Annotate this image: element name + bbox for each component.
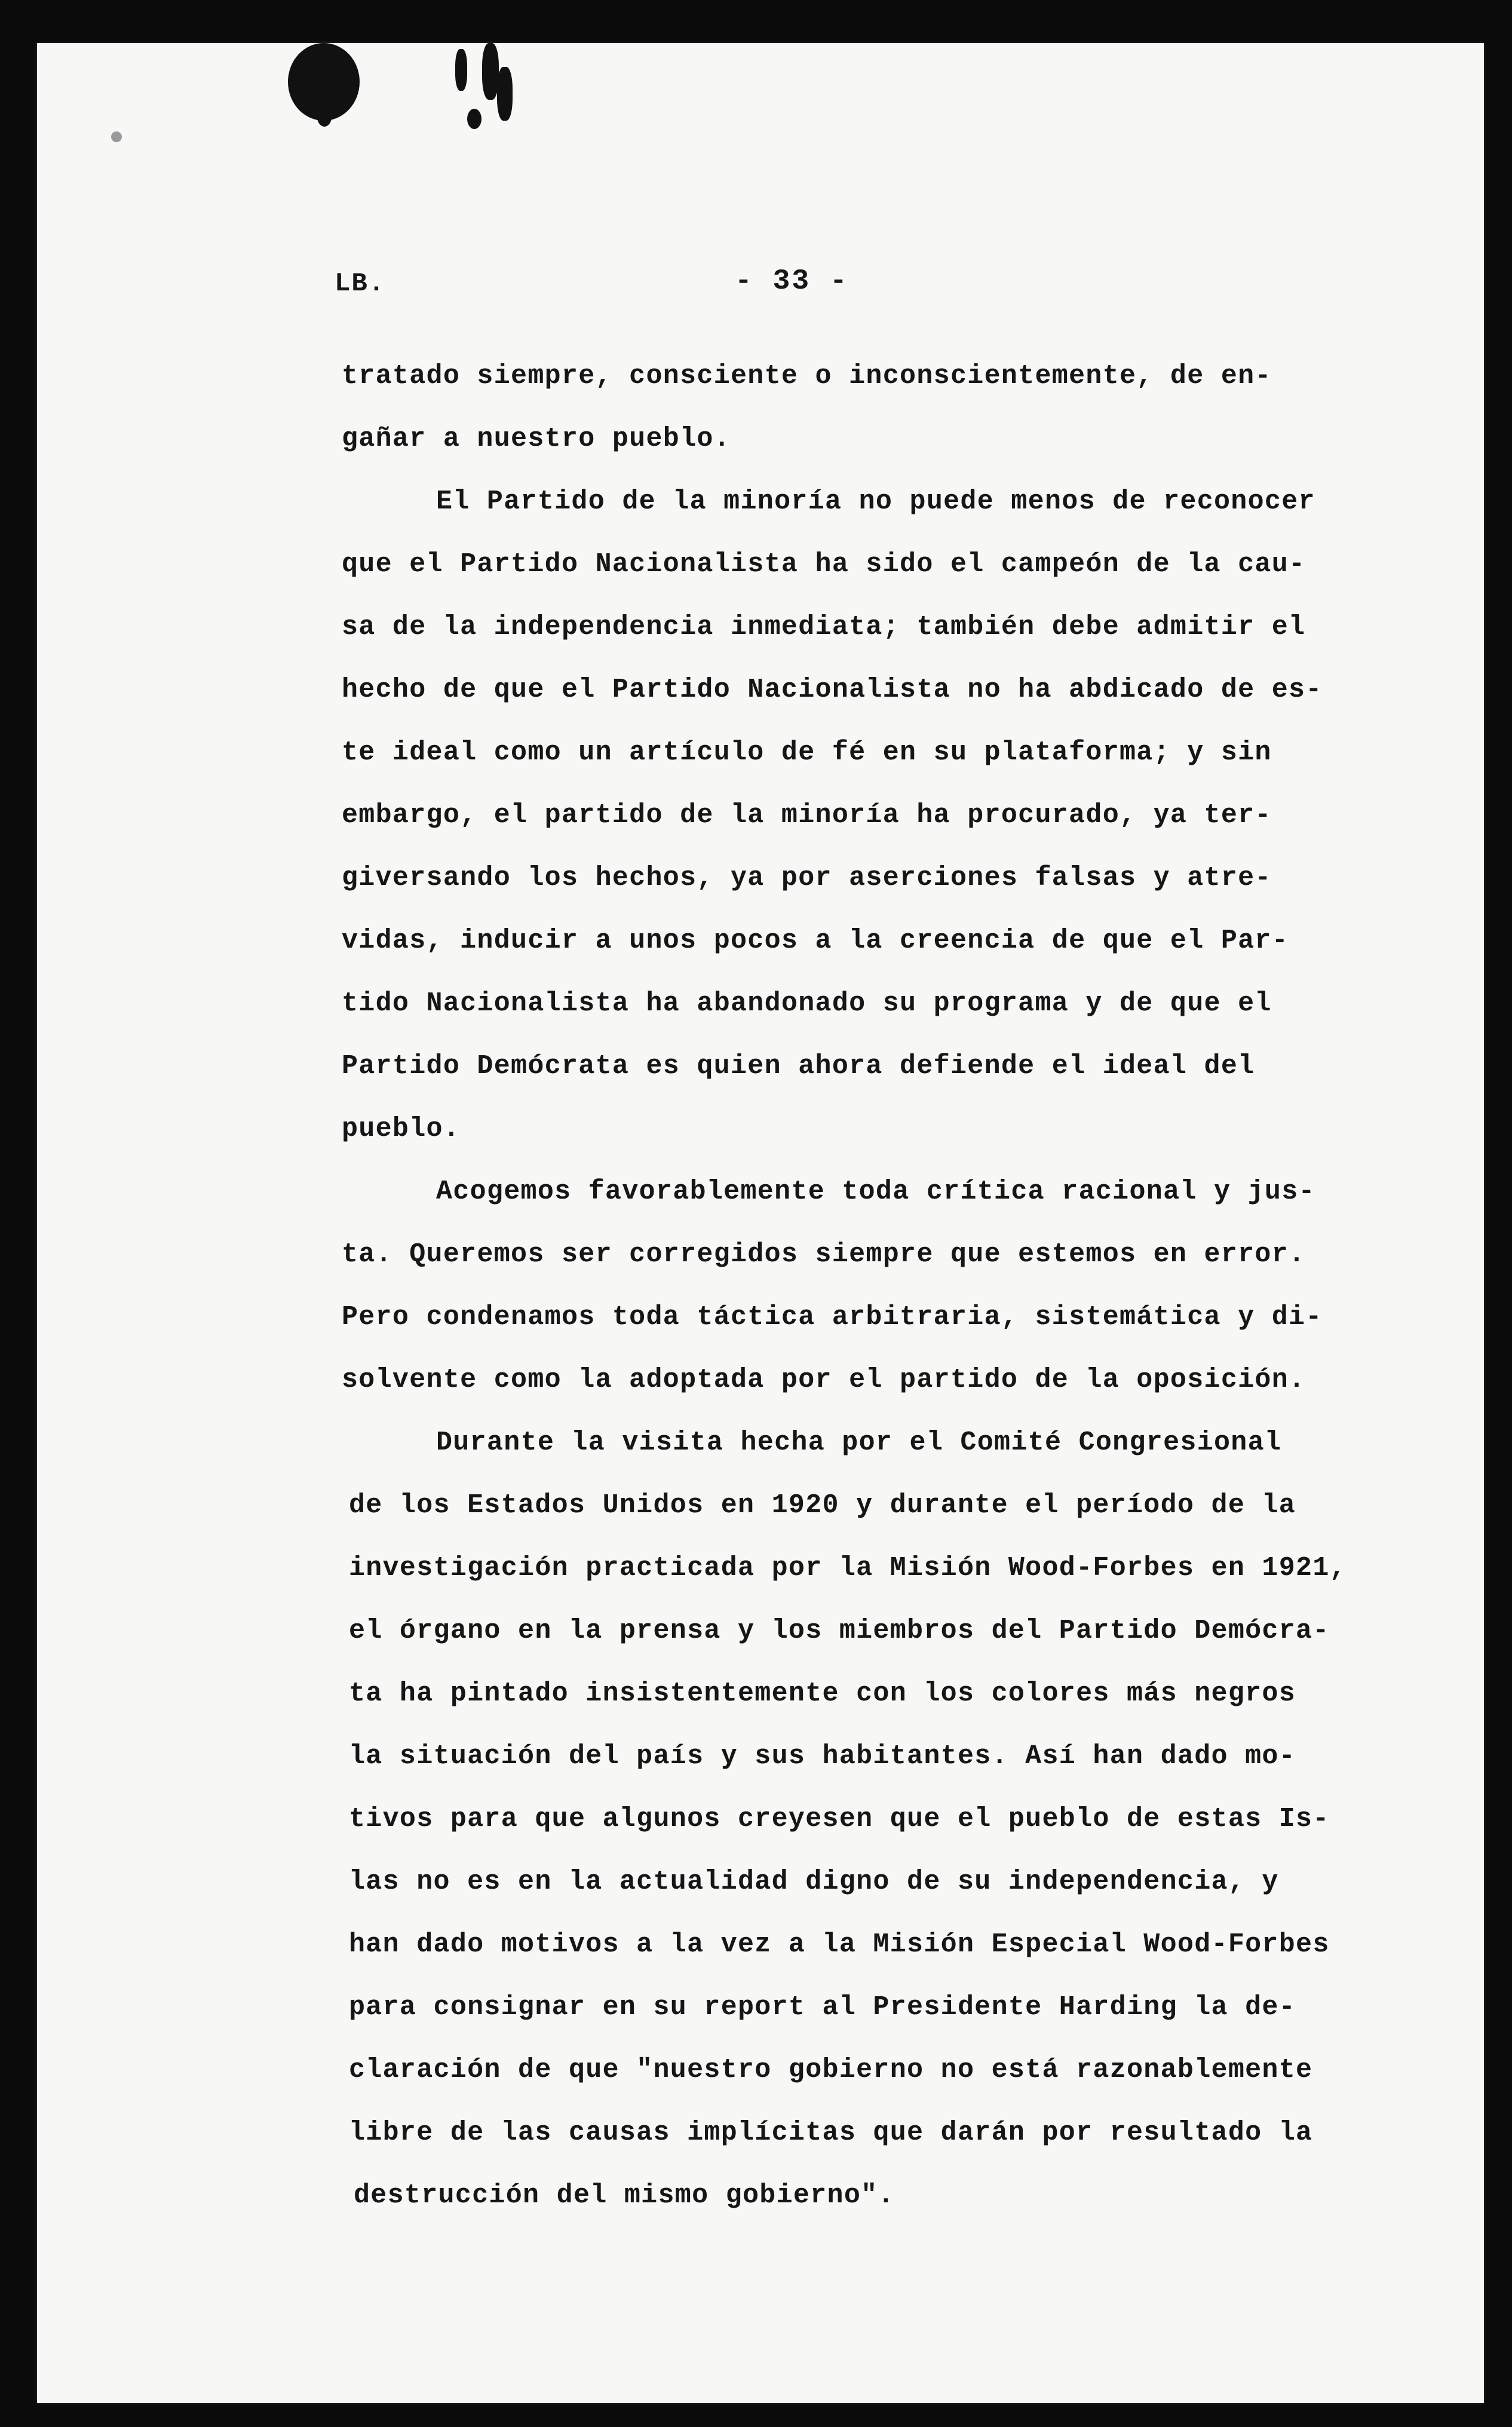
document-page xyxy=(37,43,1484,2403)
text-line: de los Estados Unidos en 1920 y durante el período de la xyxy=(349,1490,1296,1521)
text-line: destrucción del mismo gobierno". xyxy=(354,2180,895,2211)
text-line: ta ha pintado insistentemente con los colores más negros xyxy=(349,1678,1296,1709)
text-line: Durante la visita hecha por el Comité Congresional xyxy=(436,1427,1282,1458)
text-line: solvente como la adoptada por el partido de la oposición. xyxy=(342,1365,1306,1395)
text-line: giversando los hechos, ya por aserciones falsas y atre- xyxy=(342,863,1272,893)
page-number: - 33 - xyxy=(735,265,849,298)
text-line: tido Nacionalista ha abandonado su programa y de que el xyxy=(342,988,1272,1019)
text-line: investigación practicada por la Misión Wood-Forbes en 1921, xyxy=(349,1553,1347,1583)
text-line: libre de las causas implícitas que darán por resultado la xyxy=(349,2118,1313,2148)
text-line: han dado motivos a la vez a la Misión Especial Wood-Forbes xyxy=(349,1929,1330,1960)
text-line: para consignar en su report al Presidente Harding la de- xyxy=(349,1992,1296,2023)
text-line: las no es en la actualidad digno de su independencia, y xyxy=(349,1867,1279,1897)
text-line: la situación del país y sus habitantes. Así han dado mo- xyxy=(349,1741,1296,1772)
text-line: el órgano en la prensa y los miembros del Partido Demócra- xyxy=(349,1616,1330,1646)
text-line: Partido Demócrata es quien ahora defiende el ideal del xyxy=(342,1051,1255,1081)
text-line: Acogemos favorablemente toda crítica racional y jus- xyxy=(436,1176,1315,1207)
text-line: pueblo. xyxy=(342,1114,461,1144)
text-line: embargo, el partido de la minoría ha procurado, ya ter- xyxy=(342,800,1272,831)
header-id: LB. xyxy=(335,269,386,299)
text-line: que el Partido Nacionalista ha sido el campeón de la cau- xyxy=(342,549,1306,580)
text-line: te ideal como un artículo de fé en su plataforma; y sin xyxy=(342,737,1272,768)
text-line: sa de la independencia inmediata; también debe admitir el xyxy=(342,612,1306,642)
text-line: Pero condenamos toda táctica arbitraria, sistemática y di- xyxy=(342,1302,1323,1332)
text-line: vidas, inducir a unos pocos a la creencia de que el Par- xyxy=(342,926,1289,956)
text-line: ta. Queremos ser corregidos siempre que estemos en error. xyxy=(342,1239,1306,1270)
text-line: gañar a nuestro pueblo. xyxy=(342,424,731,454)
text-line: tivos para que algunos creyesen que el pueblo de estas Is- xyxy=(349,1804,1330,1834)
text-line: tratado siempre, consciente o inconscientemente, de en- xyxy=(342,361,1272,391)
text-line: El Partido de la minoría no puede menos de reconocer xyxy=(436,486,1315,517)
document-text xyxy=(37,43,1484,2403)
text-line: hecho de que el Partido Nacionalista no ha abdicado de es- xyxy=(342,675,1323,705)
text-line: claración de que "nuestro gobierno no está razonablemente xyxy=(349,2055,1313,2085)
